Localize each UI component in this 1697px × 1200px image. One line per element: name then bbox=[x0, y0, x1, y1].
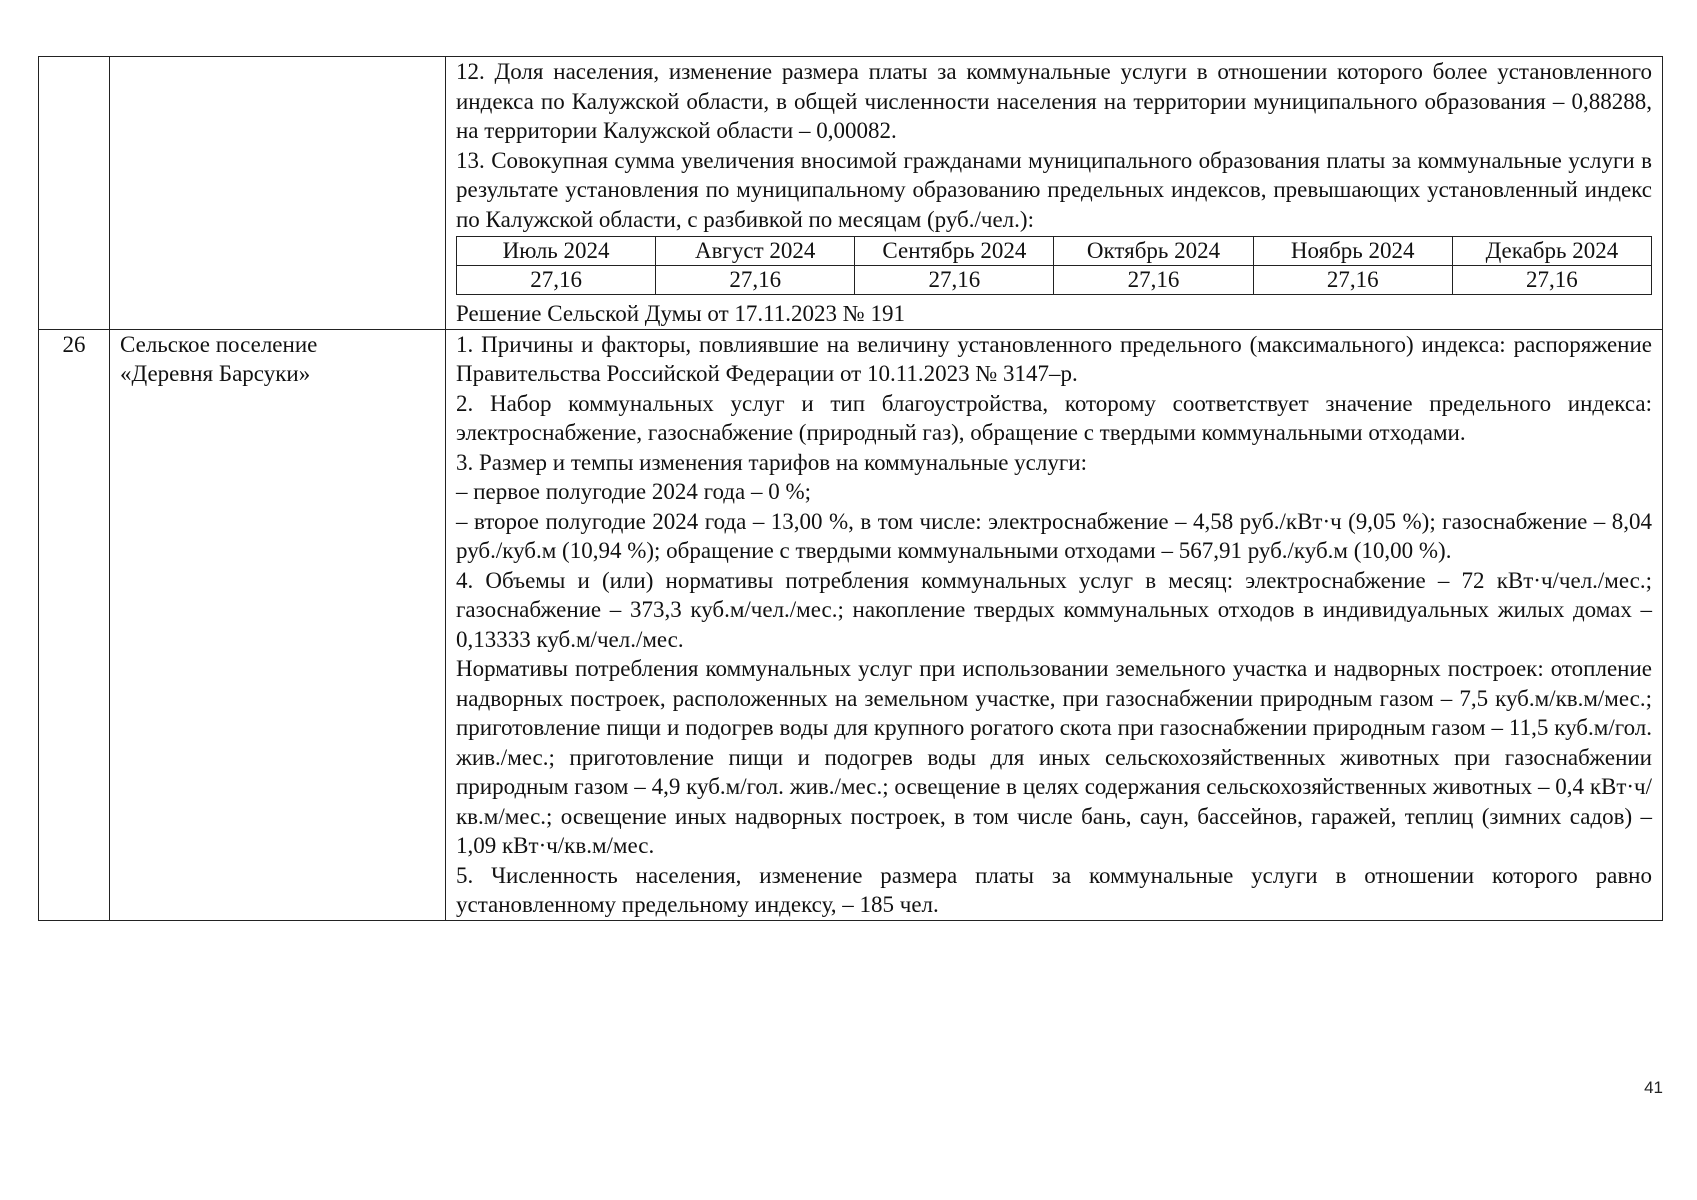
row-number-cell bbox=[39, 57, 110, 330]
month-header-cell: Август 2024 bbox=[656, 237, 855, 266]
details-cell bbox=[446, 329, 1663, 920]
table-row-continuation bbox=[39, 57, 1663, 330]
document-table bbox=[38, 56, 1663, 921]
month-value-cell: 27,16 bbox=[855, 266, 1054, 295]
month-value-cell: 27,16 bbox=[1253, 266, 1452, 295]
month-header-row bbox=[457, 237, 1652, 266]
municipality-cell bbox=[110, 57, 446, 330]
month-value-cell: 27,16 bbox=[457, 266, 656, 295]
month-header-cell: Октябрь 2024 bbox=[1054, 237, 1253, 266]
month-header-cell: Ноябрь 2024 bbox=[1253, 237, 1452, 266]
monthly-increase-table bbox=[456, 236, 1652, 295]
table-row-26 bbox=[39, 329, 1663, 920]
item-12-text: 12. Доля населения, изменение размера платы за коммунальные услуги в отношении которого более установленного индекса по Калужской области, в общей численности населения на территории муниципального образования – 0,88288, на территории Калужской области – 0,00082. bbox=[456, 59, 1652, 143]
month-value-cell: 27,16 bbox=[656, 266, 855, 295]
month-header-cell: Июль 2024 bbox=[457, 237, 656, 266]
decision-text: Решение Сельской Думы от 17.11.2023 № 191 bbox=[456, 301, 905, 326]
norms-text: Нормативы потребления коммунальных услуг при использовании земельного участка и надворных построек: отопление надворных построек, расположенных на земельном участке, при газоснабжении природным газом – 7,5 куб.м/кв.м/мес.; приготовление пищи и подогрев воды для крупного рогатого скота при газоснабжении природным газом – 11,5 куб.м/гол. жив./мес.; приготовление пищи и подогрев воды для иных сельскохозяйственных животных при газоснабжении природным газом – 4,9 куб.м/гол. жив./мес.; освещение в целях содержания сельскохозяйственных животных – 0,4 кВт·ч/кв.м/мес.; освещение иных надворных построек, в том числе бань, саун, бассейнов, гаражей, теплиц (зимних садов) – 1,09 кВт·ч/кв.м/мес. bbox=[456, 656, 1652, 858]
item-13-text: 13. Совокупная сумма увеличения вносимой гражданами муниципального образования платы за коммунальные услуги в результате установления по муниципальному образованию предельных индексов, превышающих установленный индекс по Калужской области, с разбивкой по месяцам (руб./чел.): bbox=[456, 147, 1652, 232]
month-header-cell: Сентябрь 2024 bbox=[855, 237, 1054, 266]
month-value-cell: 27,16 bbox=[1452, 266, 1651, 295]
page-number: 41 bbox=[1644, 1078, 1663, 1097]
month-value-cell: 27,16 bbox=[1054, 266, 1253, 295]
item-2-text: 2. Набор коммунальных услуг и тип благоустройства, которому соответствует значение предельного индекса: электроснабжение, газоснабжение (природный газ), обращение с твердыми коммунальными отходами. bbox=[456, 390, 1652, 445]
item-3-second-half: – второе полугодие 2024 года – 13,00 %, в том числе: электроснабжение – 4,58 руб./кВт·ч (9,05 %); газоснабжение – 8,04 руб./куб.м (10,94 %); обращение с твердыми коммунальными отходами – 567,91 руб./куб.м (10,00 %). bbox=[456, 508, 1652, 563]
municipality-cell bbox=[110, 329, 446, 920]
municipality-name: «Деревня Барсуки» bbox=[120, 361, 311, 386]
month-value-row bbox=[457, 266, 1652, 295]
item-1-text: 1. Причины и факторы, повлиявшие на величину установленного предельного (максимального) индекса: распоряжение Правительства Российской Федерации от 10.11.2023 № 3147–р. bbox=[456, 331, 1652, 386]
item-3-title: 3. Размер и темпы изменения тарифов на коммунальные услуги: bbox=[456, 449, 1087, 475]
month-header-cell: Декабрь 2024 bbox=[1452, 237, 1651, 266]
row-number-cell: 26 bbox=[39, 329, 110, 920]
item-3-first-half: – первое полугодие 2024 года – 0 %; bbox=[456, 479, 812, 504]
item-4-text: 4. Объемы и (или) нормативы потребления коммунальных услуг в месяц: электроснабжение – 72 кВт·ч/чел./мес.; газоснабжение – 373,3 куб.м/чел./мес.; накопление твердых коммунальных отходов в индивидуальных жилых домах – 0,13333 куб.м/чел./мес. bbox=[456, 567, 1652, 652]
item-5-text: 5. Численность населения, изменение размера платы за коммунальные услуги в отношении которого равно установленному предельному индексу, – 185 чел. bbox=[456, 862, 1652, 917]
municipality-type: Сельское поселение bbox=[120, 331, 318, 357]
details-cell bbox=[446, 57, 1663, 330]
